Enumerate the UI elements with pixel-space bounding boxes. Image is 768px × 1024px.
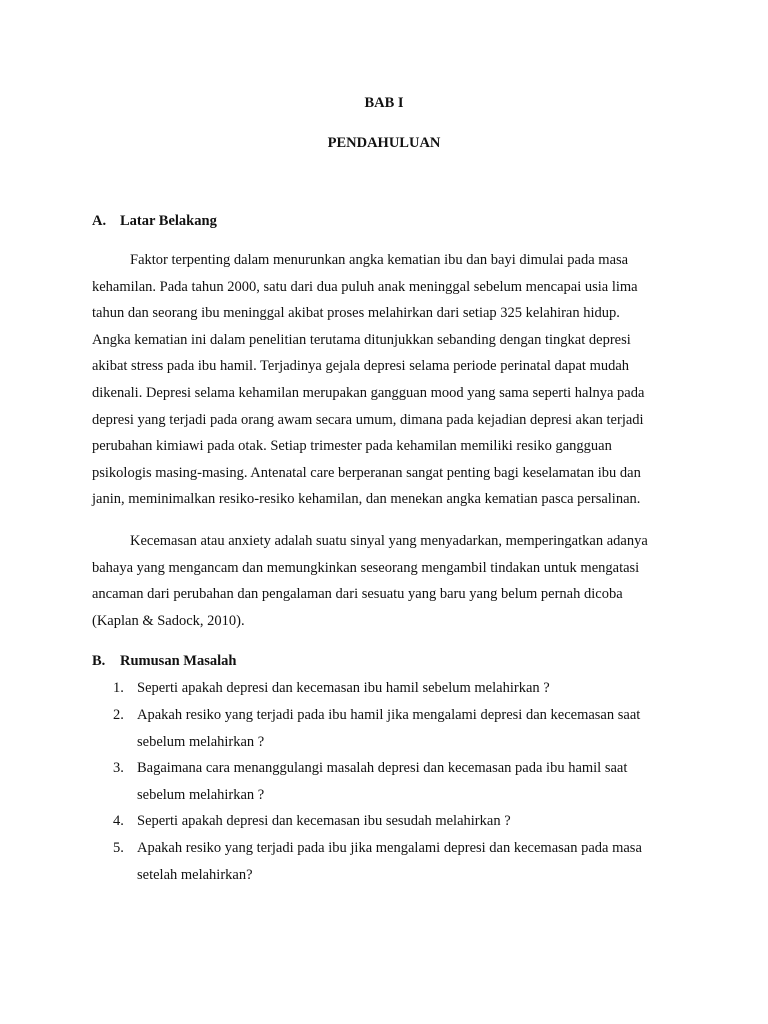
paragraph-line: janin, meminimalkan resiko-resiko kehamilan, dan menekan angka kematian pasca persalinan. — [92, 491, 641, 508]
section-a-title: Latar Belakang — [120, 213, 217, 229]
paragraph-line: (Kaplan & Sadock, 2010). — [92, 612, 245, 629]
paragraph-line: Kecemasan atau anxiety adalah suatu sinyal yang menyadarkan, memperingatkan adanya — [130, 533, 648, 549]
chapter-number: BAB I — [364, 95, 404, 111]
list-item-text: sebelum melahirkan ? — [137, 786, 265, 803]
list-item-number: 4. — [113, 813, 124, 829]
list-item-number: 1. — [113, 680, 124, 696]
paragraph-line: depresi yang terjadi pada orang awam secara umum, dimana pada kejadian depresi akan terjadi — [92, 411, 644, 428]
list-item-number: 2. — [113, 707, 124, 723]
list-item-text: Apakah resiko yang terjadi pada ibu hamil jika mengalami depresi dan kecemasan saat — [137, 707, 641, 723]
list-item-text: Apakah resiko yang terjadi pada ibu jika mengalami depresi dan kecemasan pada masa — [137, 840, 642, 856]
section-b-title: Rumusan Masalah — [120, 653, 237, 669]
paragraph-line: ancaman dari perubahan dan pengalaman dari sesuatu yang baru yang belum pernah dicoba — [92, 586, 623, 603]
list-item-text: Seperti apakah depresi dan kecemasan ibu hamil sebelum melahirkan ? — [137, 680, 550, 696]
paragraph-line: psikologis masing-masing. Antenatal care berperanan sangat penting bagi keselamatan ibu dan — [92, 464, 641, 481]
paragraph-line: Faktor terpenting dalam menurunkan angka kematian ibu dan bayi dimulai pada masa — [130, 252, 629, 268]
list-item-number: 5. — [113, 840, 124, 856]
paragraph-line: kehamilan. Pada tahun 2000, satu dari dua puluh anak meninggal sebelum mencapai usia lima — [92, 278, 638, 295]
section-b-heading — [92, 653, 236, 670]
list-item-text: setelah melahirkan? — [137, 866, 253, 883]
section-a-marker: A. — [92, 213, 107, 229]
paragraph-line: tahun dan seorang ibu meninggal akibat proses melahirkan dari setiap 325 kelahiran hidup. — [92, 305, 620, 322]
paragraph-line: akibat stress pada ibu hamil. Terjadinya gejala depresi selama periode perinatal dapat mudah — [92, 358, 630, 375]
list-item-text: Bagaimana cara menanggulangi masalah depresi dan kecemasan pada ibu hamil saat — [137, 760, 628, 776]
paragraph-line: Angka kematian ini dalam penelitian terutama ditunjukkan sebanding dengan tingkat depresi — [92, 331, 631, 348]
chapter-title: PENDAHULUAN — [327, 135, 441, 151]
paragraph-line: dikenali. Depresi selama kehamilan merupakan gangguan mood yang sama seperti halnya pada — [92, 385, 645, 401]
paragraph-line: bahaya yang mengancam dan memungkinkan seseorang mengambil tindakan untuk mengatasi — [92, 559, 640, 576]
section-a-heading — [92, 213, 217, 230]
list-item-number: 3. — [113, 760, 124, 776]
paragraph-line: perubahan kimiawi pada otak. Setiap trimester pada kehamilan memiliki resiko gangguan — [92, 438, 612, 455]
section-b-marker: B. — [92, 653, 106, 669]
list-item-text: Seperti apakah depresi dan kecemasan ibu sesudah melahirkan ? — [137, 813, 511, 829]
list-item-text: sebelum melahirkan ? — [137, 733, 265, 750]
